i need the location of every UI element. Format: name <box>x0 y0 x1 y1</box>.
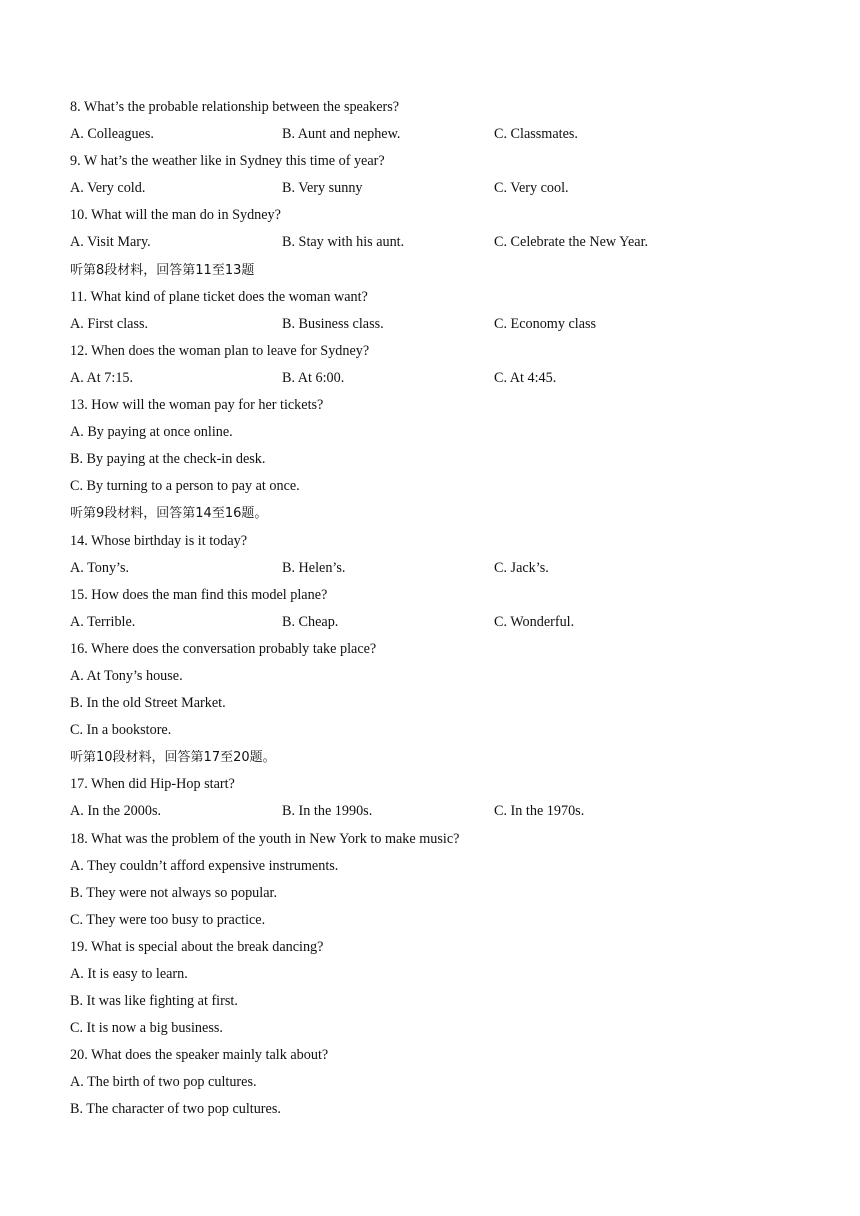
option-text: B. In the old Street Market. <box>70 695 226 712</box>
question-text: 17. When did Hip-Hop start? <box>70 776 235 793</box>
option-c: C. Very cool. <box>494 180 569 197</box>
question-text: 16. Where does the conversation probably take place? <box>70 640 377 657</box>
option-c: C. Wonderful. <box>494 613 575 630</box>
option-text: B. It was like fighting at first. <box>70 993 238 1010</box>
option-a: A. In the 2000s. <box>70 803 162 820</box>
option-text: C. By turning to a person to pay at once. <box>70 478 300 495</box>
option-text: B. The character of two pop cultures. <box>70 1101 281 1118</box>
question-text: 18. What was the problem of the youth in New York to make music? <box>70 830 460 847</box>
option-text: A. By paying at once online. <box>70 424 233 441</box>
question-text: 20. What does the speaker mainly talk about? <box>70 1047 329 1064</box>
option-a: A. Colleagues. <box>70 126 154 143</box>
option-text: A. The birth of two pop cultures. <box>70 1074 257 1091</box>
option-b: B. Very sunny <box>282 180 363 197</box>
option-b: B. Business class. <box>282 315 384 332</box>
option-text: A. At Tony’s house. <box>70 667 183 684</box>
document-body <box>70 94 790 1124</box>
option-c: C. In the 1970s. <box>494 803 585 820</box>
question-text: 10. What will the man do in Sydney? <box>70 207 281 224</box>
option-a: A. Visit Mary. <box>70 234 151 251</box>
options-row <box>70 555 790 582</box>
question-text: 19. What is special about the break dancing? <box>70 938 324 955</box>
section-instruction: 听第8段材料，回答第11至13题 <box>70 262 255 278</box>
option-b: B. Cheap. <box>282 613 339 630</box>
option-b: B. In the 1990s. <box>282 803 373 820</box>
option-b: B. Aunt and nephew. <box>282 126 401 143</box>
section-instruction: 听第9段材料，回答第14至16题。 <box>70 506 268 522</box>
option-b: B. Stay with his aunt. <box>282 234 405 251</box>
option-text: B. By paying at the check-in desk. <box>70 451 266 468</box>
option-a: A. At 7:15. <box>70 369 134 386</box>
section-instruction: 听第10段材料，回答第17至20题。 <box>70 750 276 766</box>
options-row <box>70 798 790 825</box>
option-text: C. It is now a big business. <box>70 1020 223 1037</box>
option-c: C. Classmates. <box>494 126 578 143</box>
options-row <box>70 229 790 256</box>
option-a: A. Very cold. <box>70 180 146 197</box>
option-text: C. In a bookstore. <box>70 722 172 739</box>
option-c: C. Celebrate the New Year. <box>494 234 649 251</box>
question-text: 8. What’s the probable relationship between the speakers? <box>70 99 400 115</box>
option-text: A. It is easy to learn. <box>70 966 188 982</box>
question-text: 13. How will the woman pay for her tickets? <box>70 397 324 414</box>
options-row <box>70 311 790 338</box>
question-text: 9. W hat’s the weather like in Sydney this time of year? <box>70 153 385 170</box>
question-text: 15. How does the man find this model plane? <box>70 586 328 603</box>
options-row <box>70 175 790 202</box>
options-row <box>70 365 790 392</box>
question-text: 12. When does the woman plan to leave for Sydney? <box>70 342 370 359</box>
option-b: B. Helen’s. <box>282 559 346 576</box>
option-text: A. They couldn’t afford expensive instruments. <box>70 857 339 874</box>
option-b: B. At 6:00. <box>282 369 345 386</box>
option-c: C. Jack’s. <box>494 559 549 576</box>
options-row <box>70 609 790 636</box>
question-text: 11. What kind of plane ticket does the woman want? <box>70 288 368 305</box>
option-a: A. Tony’s. <box>70 559 130 576</box>
option-a: A. Terrible. <box>70 613 136 630</box>
option-c: C. Economy class <box>494 315 597 332</box>
option-text: C. They were too busy to practice. <box>70 911 266 928</box>
options-row <box>70 121 790 148</box>
option-text: B. They were not always so popular. <box>70 884 277 901</box>
option-a: A. First class. <box>70 315 149 332</box>
option-c: C. At 4:45. <box>494 369 557 386</box>
question-text: 14. Whose birthday is it today? <box>70 532 248 549</box>
